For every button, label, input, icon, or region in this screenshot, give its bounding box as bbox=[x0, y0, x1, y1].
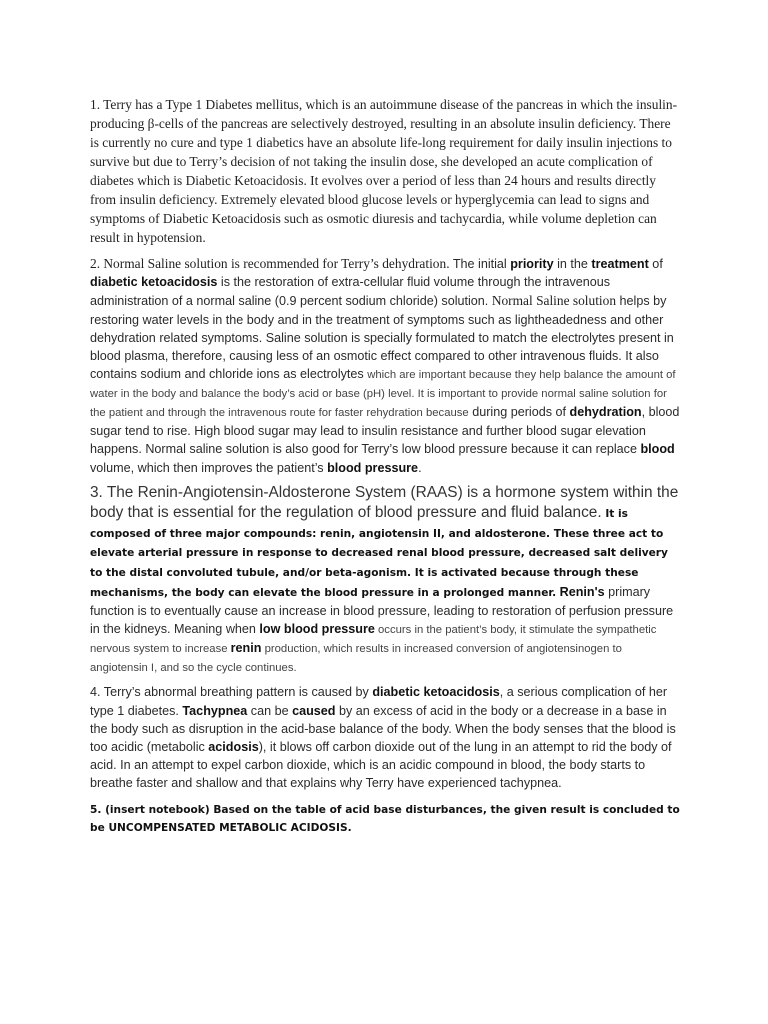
p2-text: is the restoration of extra-cellular fluid volume through the intravenous administration of a normal saline (0.9 percent sodium chloride) solution. bbox=[90, 275, 611, 309]
document-body bbox=[90, 95, 680, 838]
p3-small-text: production, which results in increased conversion of angiotensinogen to angiotensin I, and so the cycle continues. bbox=[90, 643, 622, 675]
p2-bold-blood-pressure: blood pressure bbox=[327, 460, 419, 475]
p4-text: In an attempt to expel carbon dioxide, which is an acidic compound in blood, the body starts to breathe faster and shallow and that explains why Terry have experienced tachypnea. bbox=[90, 758, 646, 791]
p2-bold-priority: priority bbox=[510, 257, 554, 271]
p2-text: in the bbox=[553, 257, 592, 271]
p4-text: , a serious complication of her type 1 diabetes. bbox=[90, 685, 668, 718]
p4-bold-dka: diabetic ketoacidosis bbox=[372, 685, 500, 700]
p2-text: volume, which then improves the patient’s bbox=[90, 460, 328, 475]
p3-text: primary function is to eventually cause an increase in blood pressure, leading to restoration of perfusion pressure in the kidneys. Meaning when bbox=[90, 584, 674, 637]
p3-intro: 3. The Renin-Angiotensin-Aldosterone System (RAAS) is a hormone system within the body that is essential for the regulation of blood pressure and fluid balance. bbox=[90, 483, 679, 522]
p2-text: during periods of bbox=[468, 405, 570, 420]
p2-text: , blood sugar tend to rise. High blood sugar may lead to insulin resistance and further blood sugar elevation happens. Normal saline solution is also good for Terry’s low blood pressure because it can replace bbox=[90, 405, 680, 457]
p4-bold-caused: caused bbox=[292, 703, 336, 718]
p2-text: helps by restoring water levels in the body and in the treatment of symptoms such as lightheadedness and other dehydration related symptoms. Saline solution is specially formulated to match the electrolytes present in blood plasma, therefore, causing less of an osmotic effect compared to other intravenous fluids. It also contains sodium and chloride ions as electrolytes bbox=[90, 294, 674, 382]
p4-text: 4. Terry’s abnormal breathing pattern is caused by bbox=[90, 685, 373, 700]
p3-small-text: occurs in the patient’s body, it stimulate the sympathetic nervous system to increase bbox=[90, 624, 657, 656]
p2-bold-dka: diabetic ketoacidosis bbox=[90, 275, 218, 290]
p3-bold-renins: Renin's bbox=[559, 584, 605, 599]
paragraph-3-raas bbox=[90, 483, 680, 678]
p2-text: of bbox=[648, 257, 663, 271]
p3-bold-low-bp: low blood pressure bbox=[259, 622, 375, 637]
p3-bold-renin: renin bbox=[230, 641, 262, 656]
p2-intro: 2. Normal Saline solution is recommended for Terry’s dehydration. bbox=[90, 256, 450, 271]
paragraph-5-conclusion: 5. (insert notebook) Based on the table of acid base disturbances, the given result is concluded to be UNCOMPENSATED METABOLIC ACIDOSIS. bbox=[90, 803, 680, 835]
paragraph-2-normal-saline bbox=[90, 254, 680, 477]
p2-small-text: which are important because they help balance the amount of water in the body and balance the body’s acid or base (pH) level. It is important to provide normal saline solution for the patient and through the intravenous route for faster rehydration because bbox=[90, 369, 676, 420]
paragraph-4-tachypnea bbox=[90, 683, 680, 792]
p2-text: The initial bbox=[449, 257, 511, 271]
p4-bold-acidosis: acidosis bbox=[208, 740, 259, 755]
p4-text: ), it blows off carbon dioxide out of the lung in an attempt to rid the body of acid. bbox=[90, 740, 672, 773]
p2-text: . bbox=[418, 460, 422, 475]
p2-bold-blood: blood bbox=[640, 442, 675, 457]
p2-bold-treatment: treatment bbox=[591, 257, 649, 271]
p4-text: by an excess of acid in the body or a decrease in a base in the body such as disruption in the acid-base balance of the body. When the body senses that the blood is too acidic (metabolic bbox=[90, 703, 676, 755]
paragraph-1-diabetes: 1. Terry has a Type 1 Diabetes mellitus, which is an autoimmune disease of the pancreas in which the insulin-producing β-cells of the pancreas are selectively destroyed, resulting in an absolute insulin deficiency. There is currently no cure and type 1 diabetics have an absolute life-long requirement for daily insulin injections to survive but due to Terry’s decision of not taking the insulin dose, she developed an acute complication of diabetes which is Diabetic Ketoacidosis. It evolves over a period of less than 24 hours and results directly from insulin deficiency. Extremely elevated blood glucose levels or hyperglycemia can lead to signs and symptoms of Diabetic Ketoacidosis such as osmotic diuresis and tachycardia, while volume depletion can result in hypotension. bbox=[90, 97, 678, 245]
p4-text: can be bbox=[247, 703, 293, 718]
p3-bold-compounds: It is composed of three major compounds: renin, angiotensin II, and aldosterone. These three act to elevate arterial pressure in response to decreased renal blood pressure, decreased salt delivery to the distal convoluted tubule, and/or beta-agonism. It is activated because through these mechanisms, the body can elevate the blood pressure in a prolonged manner. bbox=[90, 508, 668, 599]
p2-saline-term: Normal Saline solution bbox=[491, 293, 617, 309]
p4-bold-tachypnea: Tachypnea bbox=[182, 703, 248, 718]
p2-bold-dehydration: dehydration bbox=[569, 405, 642, 420]
